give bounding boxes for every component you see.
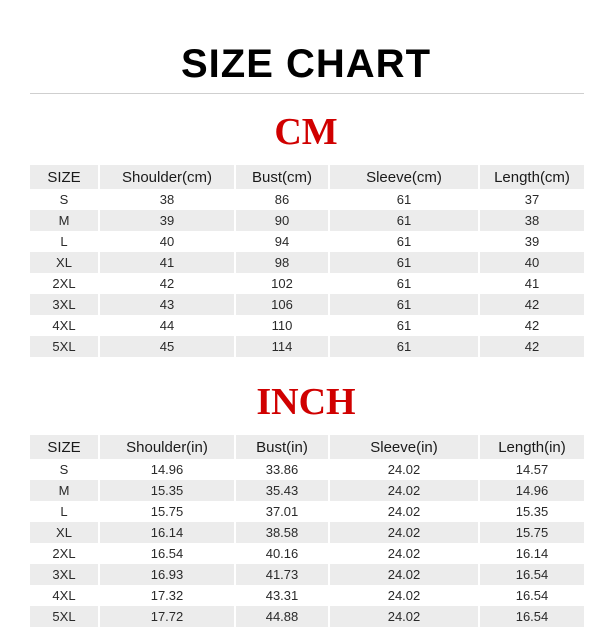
- table-cell: 14.57: [515, 462, 549, 477]
- table-row: [30, 459, 584, 480]
- table-row: [30, 252, 584, 273]
- table-cell: 39: [100, 210, 236, 231]
- table-cell: 14.96: [100, 459, 236, 480]
- table-cell: 37: [524, 192, 540, 207]
- table-cell: 41: [524, 276, 540, 291]
- table-cell: 24.02: [330, 459, 480, 480]
- table-cell: 5XL: [30, 606, 100, 627]
- column-header: Sleeve(cm): [330, 165, 480, 189]
- title-divider: [30, 93, 584, 94]
- table-cell: 43: [100, 294, 236, 315]
- table-cell: 35.43: [236, 480, 330, 501]
- table-cell: L: [30, 231, 100, 252]
- table-cell: 14.96: [480, 480, 584, 501]
- table-cell: 42: [480, 294, 584, 315]
- table-cell: 41: [100, 252, 236, 273]
- column-header: Bust(in): [236, 435, 330, 459]
- table-cell: 61: [330, 336, 480, 357]
- table-cell: 44: [100, 315, 236, 336]
- table-cell: M: [30, 210, 100, 231]
- column-header: Bust(cm): [236, 165, 330, 189]
- table-cell: 3XL: [30, 564, 100, 585]
- table-cell: 61: [330, 189, 480, 210]
- size-table-inch: [30, 435, 584, 627]
- table-cell: 39: [524, 234, 540, 249]
- table-cell: 42: [480, 336, 584, 357]
- table-cell: 24.02: [330, 606, 480, 627]
- column-header: Length(in): [480, 435, 584, 459]
- table-cell: 16.54: [515, 588, 549, 603]
- table-cell: 38.58: [236, 522, 330, 543]
- table-cell: 33.86: [236, 459, 330, 480]
- page-title: SIZE CHART: [181, 42, 431, 86]
- table-cell: 16.54: [100, 543, 236, 564]
- table-row: [30, 294, 584, 315]
- table-cell: 24.02: [330, 501, 480, 522]
- table-cell: 42: [524, 318, 540, 333]
- table-cell: 17.72: [100, 606, 236, 627]
- table-cell: 16.54: [480, 564, 584, 585]
- table-row: [30, 564, 584, 585]
- table-cell: 38: [480, 210, 584, 231]
- table-cell: 4XL: [30, 585, 100, 606]
- table-row: [30, 585, 584, 606]
- table-cell: 5XL: [30, 336, 100, 357]
- table-row: [30, 522, 584, 543]
- cm-unit-heading: CM: [274, 111, 338, 153]
- column-header: Shoulder(in): [100, 435, 236, 459]
- table-cell: 41.73: [236, 564, 330, 585]
- table-cell: 40: [480, 252, 584, 273]
- table-cell: S: [30, 189, 100, 210]
- table-cell: 15.75: [480, 522, 584, 543]
- table-header-row: [30, 435, 584, 459]
- table-cell: 40: [100, 231, 236, 252]
- table-cell: 43.31: [236, 585, 330, 606]
- table-cell: 16.93: [100, 564, 236, 585]
- table-cell: 61: [330, 210, 480, 231]
- inch-unit-heading: INCH: [256, 381, 356, 423]
- table-row: [30, 501, 584, 522]
- table-cell: 15.35: [515, 504, 549, 519]
- table-row: [30, 336, 584, 357]
- table-cell: 90: [236, 210, 330, 231]
- table-cell: S: [30, 459, 100, 480]
- table-cell: L: [30, 501, 100, 522]
- table-cell: 61: [330, 315, 480, 336]
- table-cell: 114: [236, 336, 330, 357]
- table-cell: 4XL: [30, 315, 100, 336]
- table-cell: 110: [236, 315, 330, 336]
- table-cell: 40.16: [236, 543, 330, 564]
- table-header-row: [30, 165, 584, 189]
- column-header: SIZE: [30, 165, 100, 189]
- table-row: [30, 231, 584, 252]
- table-cell: XL: [30, 522, 100, 543]
- table-cell: 44.88: [236, 606, 330, 627]
- table-cell: 16.14: [100, 522, 236, 543]
- table-cell: 24.02: [330, 543, 480, 564]
- table-cell: 86: [236, 189, 330, 210]
- table-cell: M: [30, 480, 100, 501]
- column-header: SIZE: [30, 435, 100, 459]
- table-row: [30, 315, 584, 336]
- column-header: Length(cm): [480, 165, 584, 189]
- table-cell: 2XL: [30, 273, 100, 294]
- table-cell: 37.01: [236, 501, 330, 522]
- table-cell: 38: [100, 189, 236, 210]
- column-header: Shoulder(cm): [100, 165, 236, 189]
- table-cell: 2XL: [30, 543, 100, 564]
- column-header: Sleeve(in): [330, 435, 480, 459]
- table-row: [30, 273, 584, 294]
- table-cell: 102: [236, 273, 330, 294]
- table-row: [30, 606, 584, 627]
- table-cell: 24.02: [330, 585, 480, 606]
- table-cell: 42: [100, 273, 236, 294]
- table-row: [30, 543, 584, 564]
- size-table-cm: [30, 165, 584, 357]
- table-cell: 61: [330, 231, 480, 252]
- table-cell: 106: [236, 294, 330, 315]
- table-row: [30, 480, 584, 501]
- table-cell: 24.02: [330, 522, 480, 543]
- table-cell: 45: [100, 336, 236, 357]
- table-cell: 17.32: [100, 585, 236, 606]
- table-cell: XL: [30, 252, 100, 273]
- table-row: [30, 210, 584, 231]
- table-cell: 15.75: [100, 501, 236, 522]
- table-cell: 24.02: [330, 564, 480, 585]
- table-row: [30, 189, 584, 210]
- table-cell: 61: [330, 294, 480, 315]
- table-cell: 94: [236, 231, 330, 252]
- table-cell: 24.02: [330, 480, 480, 501]
- table-cell: 98: [236, 252, 330, 273]
- table-cell: 61: [330, 252, 480, 273]
- table-cell: 16.14: [515, 546, 549, 561]
- table-cell: 61: [330, 273, 480, 294]
- table-cell: 15.35: [100, 480, 236, 501]
- table-cell: 3XL: [30, 294, 100, 315]
- table-cell: 16.54: [480, 606, 584, 627]
